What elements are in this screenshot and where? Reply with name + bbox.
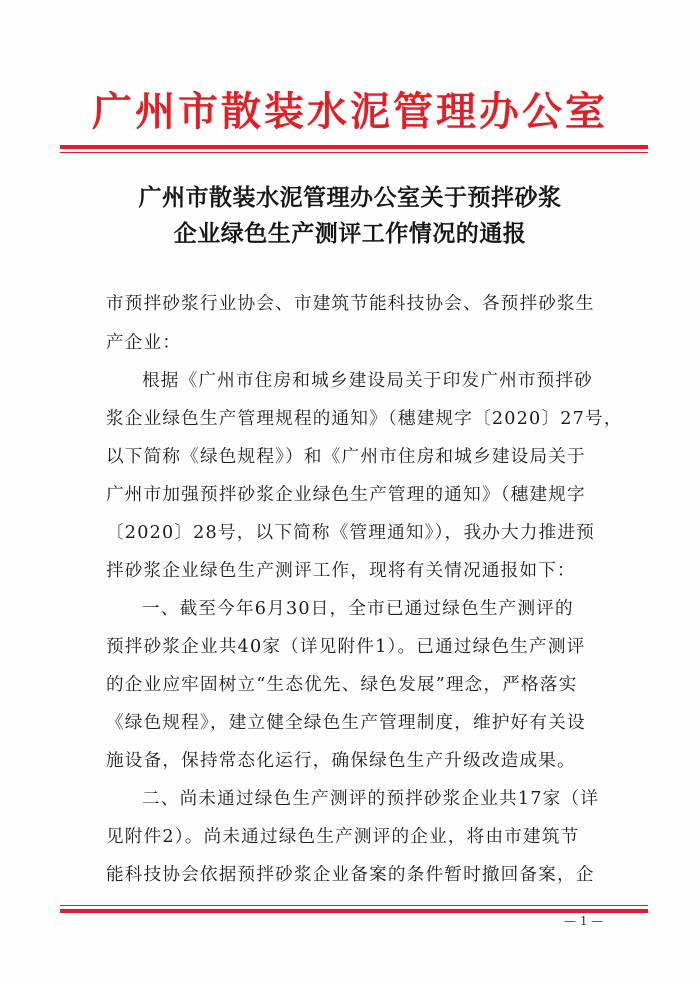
body-line: 见附件2）。尚未通过绿色生产测评的企业，将由市建筑节 [106, 827, 580, 847]
body-line: 浆企业绿色生产管理规程的通知》（穗建规字〔2020〕27号， [106, 409, 623, 429]
letterhead-rule-thick [60, 145, 648, 149]
body-line: 能科技协会依据预拌砂浆企业备案的条件暂时撤回备案，企 [106, 865, 595, 885]
footer-rule-thick [60, 909, 648, 913]
body-line: 拌砂浆企业绿色生产测评工作，现将有关情况通报如下： [106, 561, 576, 581]
addressee-line-2: 产企业： [106, 333, 182, 353]
letterhead-rule-thin [60, 152, 648, 153]
body-line: 广州市加强预拌砂浆企业绿色生产管理的通知》（穗建规字 [106, 485, 586, 505]
body-line: 施设备，保持常态化运行，确保绿色生产升级改造成果。 [106, 751, 576, 771]
document-title-line-2: 企业绿色生产测评工作情况的通报 [173, 220, 527, 247]
body-line: 〔2020〕28号，以下简称《管理通知》），我办大力推进预 [106, 523, 596, 543]
body-line: 以下简称《绿色规程》）和《广州市住房和城乡建设局关于 [106, 447, 586, 467]
document-title-line-1: 广州市散装水泥管理办公室关于预拌砂浆 [138, 184, 562, 211]
body-line: 《绿色规程》，建立健全绿色生产管理制度，维护好有关设 [106, 713, 586, 733]
body-line: 的企业应牢固树立“生态优先、绿色发展”理念，严格落实 [106, 675, 578, 695]
footer-rule-thin [60, 905, 648, 906]
page-number: — 1 — [564, 914, 604, 928]
body-line: 根据《广州市住房和城乡建设局关于印发广州市预拌砂 [142, 371, 594, 391]
body-line: 二、尚未通过绿色生产测评的预拌砂浆企业共17家（详 [142, 789, 600, 809]
addressee-line-1: 市预拌砂浆行业协会、市建筑节能科技协会、各预拌砂浆生 [106, 294, 595, 314]
body-line: 预拌砂浆企业共40家（详见附件1）。已通过绿色生产测评 [106, 637, 586, 657]
letterhead-title: 广州市散装水泥管理办公室 [92, 88, 608, 135]
body-line: 一、截至今年6月30日，全市已通过绿色生产测评的 [142, 599, 574, 619]
